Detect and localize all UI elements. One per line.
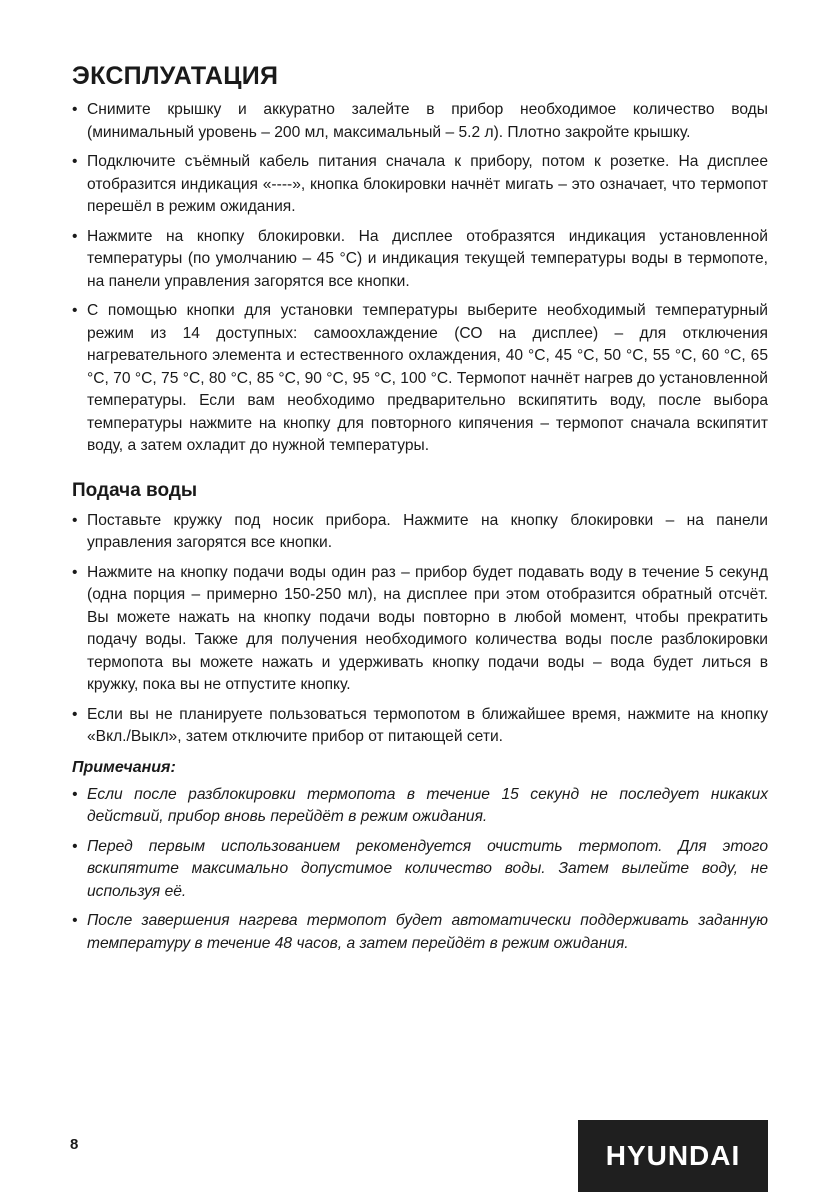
operation-list [72, 99, 768, 458]
water-supply-section [72, 480, 768, 749]
list-item: • Подключите съёмный кабель питания сначала к прибору, потом к розетке. На дисплее отобразится индикация «----», кнопка блокировки начнёт мигать – это означает, что термопот перешёл в режим ожидания. [72, 151, 768, 219]
list-item: • Перед первым использованием рекомендуется очистить термопот. Для этого вскипятите максимально допустимое количество воды. Затем вылейте воду, не используя её. [72, 836, 768, 904]
list-item: • С помощью кнопки для установки температуры выберите необходимый температурный режим из 14 доступных: самоохлаждение (СО на дисплее) – для отключения нагревательного элемента и естественного охлаждения, 40 °С, 45 °С, 50 °С, 55 °С, 60 °С, 65 °С, 70 °С, 75 °С, 80 °С, 85 °С, 90 °С, 95 °С, 100 °С. Термопот начнёт нагрев до установленной температуры. Если вам необходимо предварительно вскипятить воду, после выбора температуры нажмите на кнопку для повторного кипячения – термопот сначала вскипятит воду, а затем охладит до нужной температуры. [72, 300, 768, 458]
list-item: • После завершения нагрева термопот будет автоматически поддерживать заданную температуру в течение 48 часов, а затем перейдёт в режим ожидания. [72, 910, 768, 955]
water-supply-heading: Подача воды [72, 479, 198, 501]
notes-list [72, 784, 768, 956]
list-item: • Нажмите на кнопку подачи воды один раз – прибор будет подавать воду в течение 5 секунд (одна порция – примерно 150-250 мл), на дисплее при этом отобразится обратный отсчёт. Вы можете нажать на кнопку подачи воды повторно в любой момент, чтобы прекратить подачу воды. Также для получения необходимого количества воды после разблокировки термопота вы можете нажать и удерживать кнопку подачи воды – вода будет литься в кружку, пока вы не отпустите кнопку. [72, 562, 768, 697]
page-number: 8 [70, 1136, 79, 1153]
page-content [72, 62, 768, 962]
notes-heading: Примечания: [72, 758, 176, 776]
list-item: • Если вы не планируете пользоваться термопотом в ближайшее время, нажмите на кнопку «Вкл./Выкл», затем отключите прибор от питающей сети. [72, 704, 768, 749]
water-supply-list [72, 510, 768, 749]
list-item: • Нажмите на кнопку блокировки. На дисплее отобразятся индикация установленной температуры (по умолчанию – 45 °С) и индикация текущей температуры воды в термопоте, на панели управления загорятся все кнопки. [72, 226, 768, 294]
brand-logo: HYUNDAI [578, 1120, 768, 1192]
operation-heading: ЭКСПЛУАТАЦИЯ [72, 62, 279, 90]
list-item: • Поставьте кружку под носик прибора. Нажмите на кнопку блокировки – на панели управления загорятся все кнопки. [72, 510, 768, 555]
list-item: • Если после разблокировки термопота в течение 15 секунд не последует никаких действий, прибор вновь перейдёт в режим ожидания. [72, 784, 768, 829]
notes-section [72, 759, 768, 956]
list-item: • Снимите крышку и аккуратно залейте в прибор необходимое количество воды (минимальный уровень – 200 мл, максимальный – 5.2 л). Плотно закройте крышку. [72, 99, 768, 144]
operation-section [72, 62, 768, 458]
